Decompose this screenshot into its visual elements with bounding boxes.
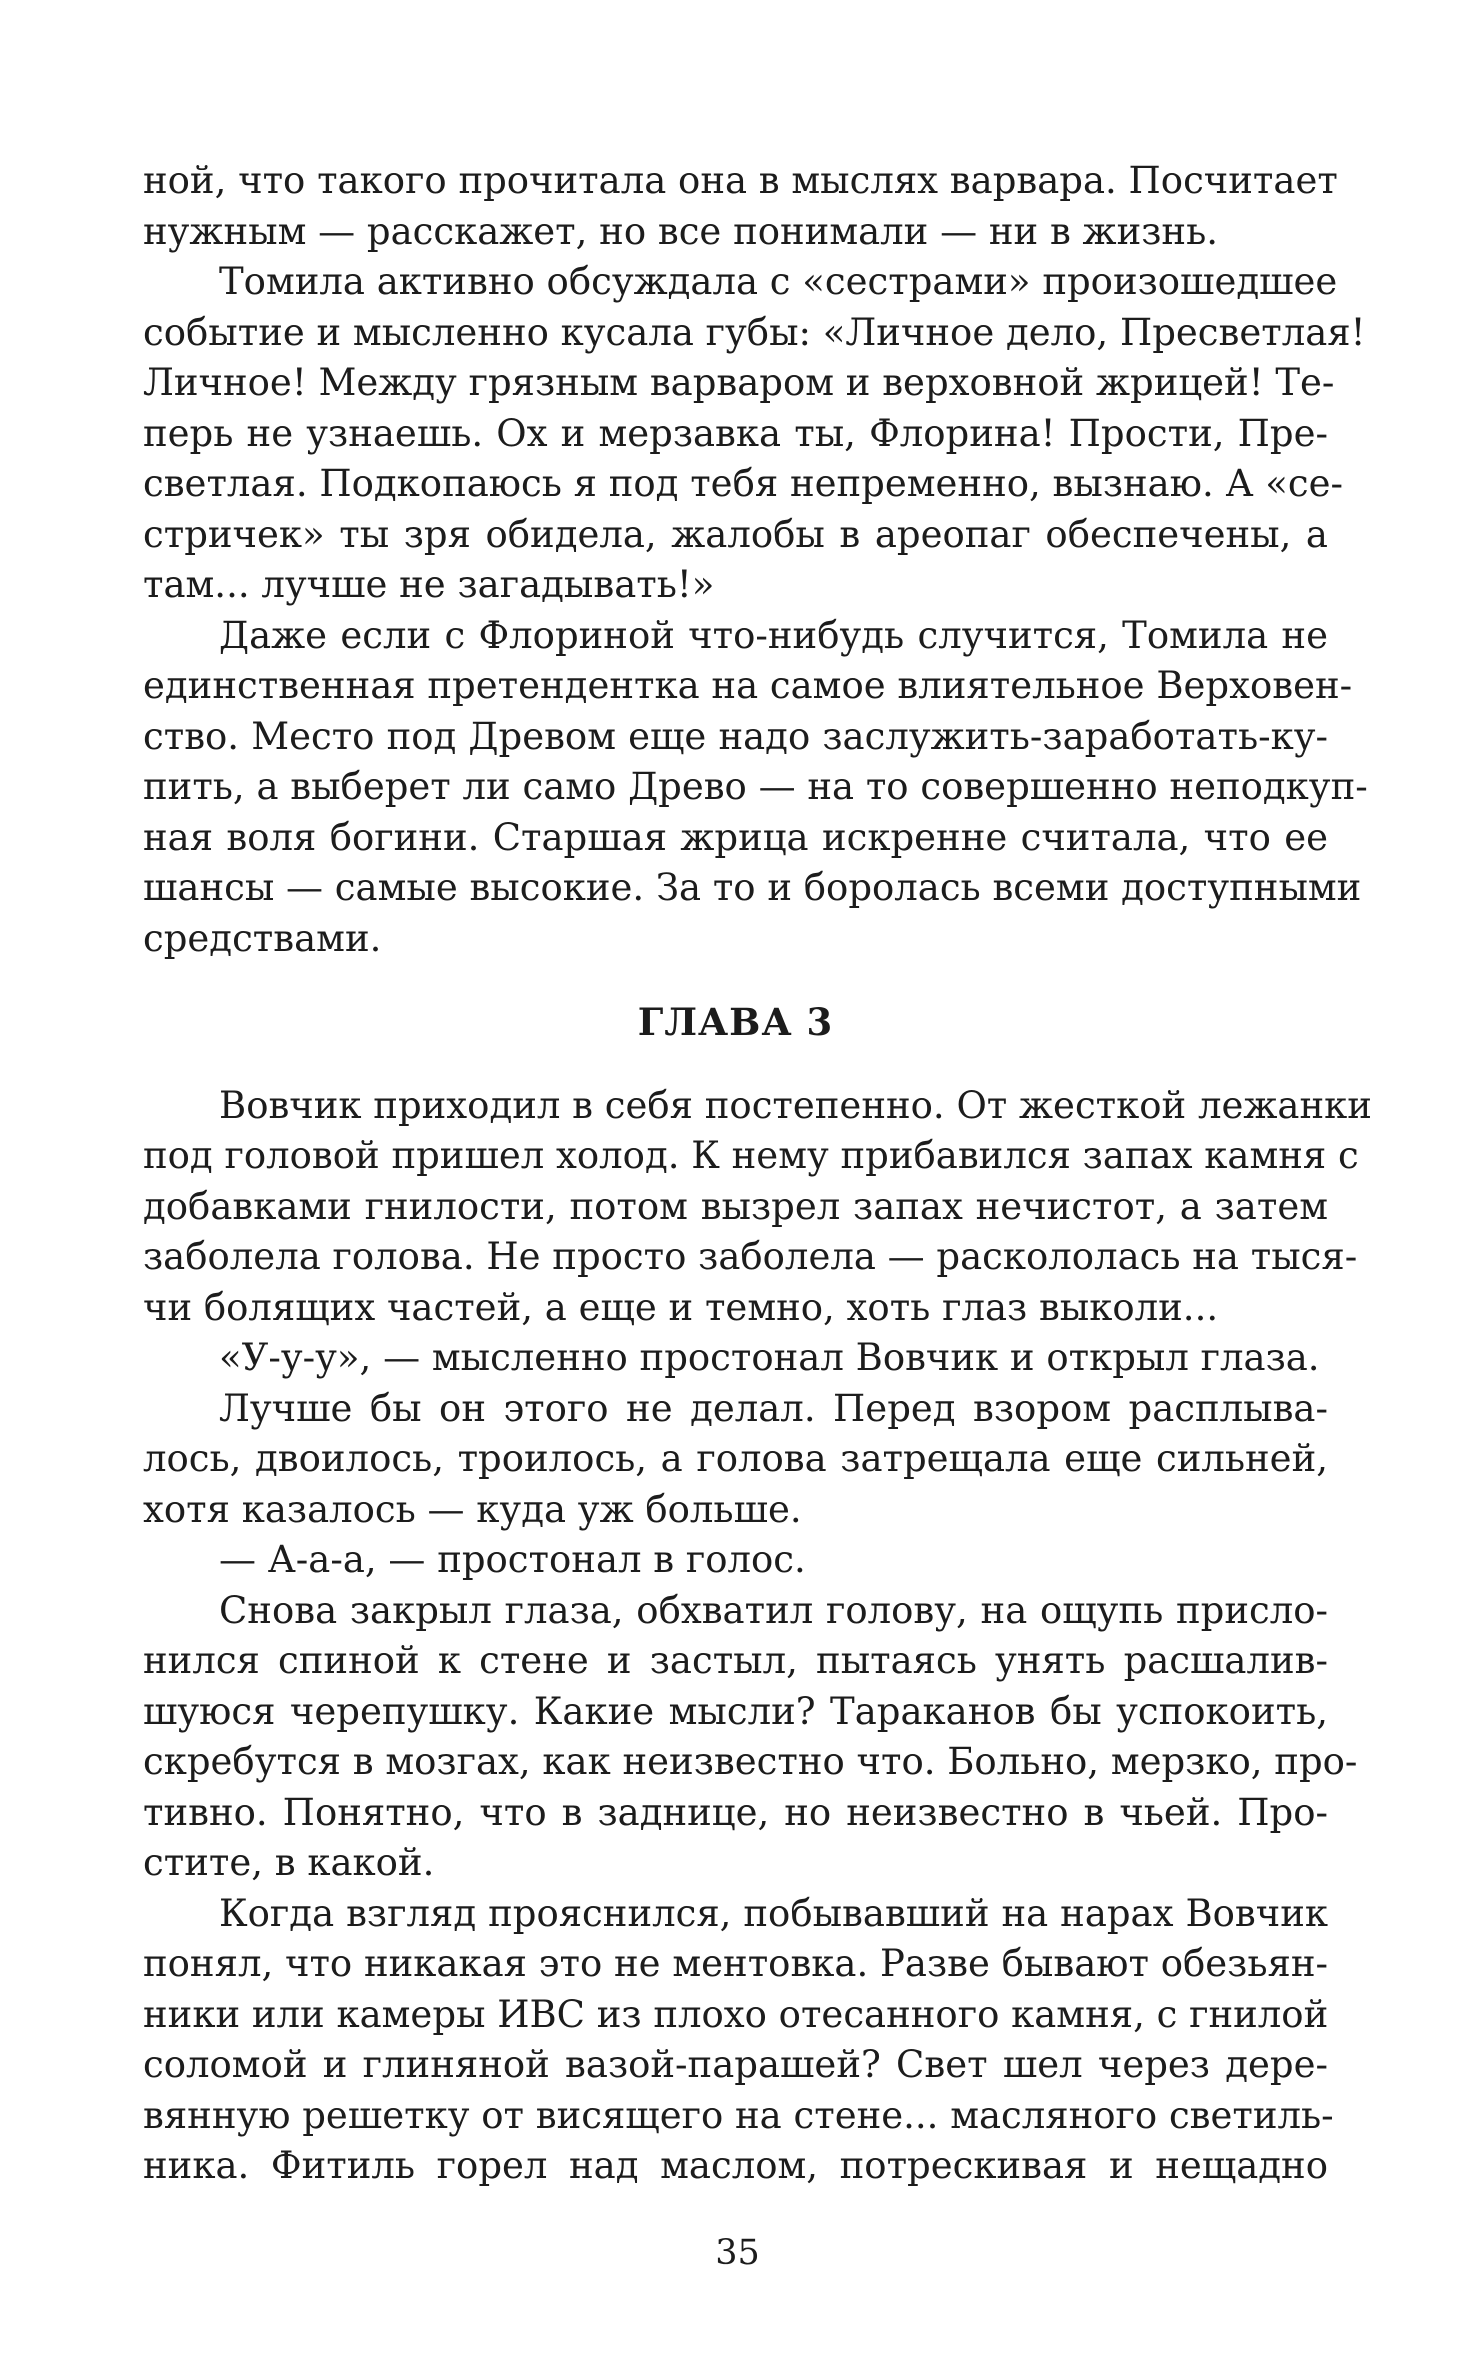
text-line: событие и мысленно кусала губы: «Личное дело, Пресветлая! <box>143 310 1366 354</box>
text-line: единственная претендентка на самое влиятельное Верховен- <box>143 664 1353 707</box>
section-chapter-3 <box>143 1081 1372 2192</box>
text-line: Когда взгляд прояснился, побывавший на нарах Вовчик <box>219 1891 1328 1935</box>
text-line: ство. Место под Древом еще надо заслужить-заработать-ку- <box>143 714 1328 758</box>
text-line: ной, что такого прочитала она в мыслях варвара. Посчитает <box>143 159 1338 202</box>
text-line: нужным — расскажет, но все понимали — ни в жизнь. <box>143 209 1218 253</box>
text-line: нился спиной к стене и застыл, пытаясь унять расшалив- <box>143 1639 1328 1682</box>
text-line: Снова закрыл глаза, обхватил голову, на ощупь прислo- <box>219 1588 1328 1632</box>
text-line: Вовчик приходил в себя постепенно. От жесткой лежанки <box>219 1083 1372 1127</box>
text-line: чи болящих частей, а еще и темно, хоть глаз выколи... <box>143 1285 1219 1329</box>
text-line: Личное! Между грязным варваром и верховной жрицей! Те- <box>143 361 1335 404</box>
text-line: хотя казалось — куда уж больше. <box>143 1487 802 1531</box>
page-text <box>143 156 1372 2192</box>
text-line: средствами. <box>143 916 382 960</box>
text-line: там... лучше не загадывать!» <box>143 563 715 606</box>
section-before-chapter <box>143 156 1368 964</box>
text-line: шансы — самые высокие. За то и боролась всеми доступными <box>143 866 1362 909</box>
text-line: соломой и глиняной вазой-парашей? Свет шел через дере- <box>143 2043 1328 2086</box>
text-line: под головой пришел холод. К нему прибавился запах камня с <box>143 1134 1359 1177</box>
page-number: 35 <box>715 2233 760 2273</box>
text-line: — А-а-а, — простонал в голос. <box>219 1538 806 1581</box>
text-line: шуюся черепушку. Какие мысли? Тараканов бы успокоить, <box>143 1689 1328 1733</box>
text-line: скребутся в мозгах, как неизвестно что. Больно, мерзко, про- <box>143 1740 1358 1783</box>
text-line: лось, двоилось, троилось, а голова затрещала еще сильней, <box>143 1437 1328 1480</box>
text-line: ника. Фитиль горел над маслом, потрескивая и нещадно <box>143 2144 1328 2187</box>
text-line: добавками гнилости, потом вызрел запах нечистот, а затем <box>143 1184 1328 1228</box>
text-line: перь не узнаешь. Ох и мерзавка ты, Флорина! Прости, Пре- <box>143 411 1328 455</box>
text-line: стричек» ты зря обидела, жалобы в ареопаг обеспечены, а <box>143 512 1328 556</box>
text-line: «У-у-у», — мысленно простонал Вовчик и открыл глаза. <box>219 1336 1320 1379</box>
text-line: светлая. Подкопаюсь я под тебя непременно, вызнаю. А «се- <box>143 462 1344 505</box>
text-line: вянную решетку от висящего на стене... масляного светиль- <box>143 2093 1334 2137</box>
text-line: ники или камеры ИВС из плохо отесанного камня, с гнилой <box>143 1992 1329 2036</box>
text-line: заболела голова. Не просто заболела — раскололась на тыся- <box>143 1235 1358 1278</box>
text-line: Томила активно обсуждала с «сестрами» произошедшее <box>219 260 1338 303</box>
text-line: тивно. Понятно, что в заднице, но неизвестно в чьей. Про- <box>143 1790 1328 1834</box>
text-line: Лучше бы он этого не делал. Перед взором расплыва- <box>219 1386 1328 1430</box>
text-line: стите, в какой. <box>143 1841 435 1884</box>
text-line: пить, а выберет ли само Древо — на то совершенно неподкуп- <box>143 765 1368 808</box>
chapter-heading: ГЛАВА 3 <box>637 1000 834 1044</box>
text-line: ная воля богини. Старшая жрица искренне считала, что ее <box>143 815 1328 859</box>
text-line: понял, что никакая это не ментовка. Разве бывают обезьян- <box>143 1942 1328 1985</box>
text-line: Даже если с Флориной что-нибудь случится, Томила не <box>219 613 1328 657</box>
